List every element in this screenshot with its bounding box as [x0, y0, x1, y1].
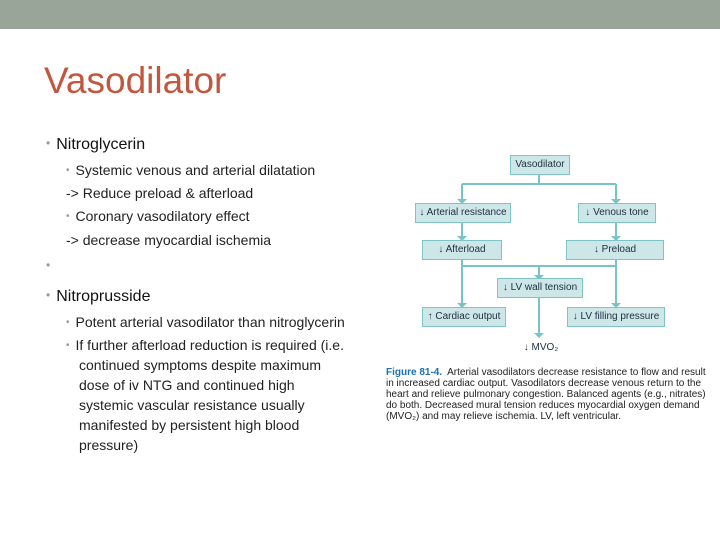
wrapped-line: pressure) — [79, 437, 139, 453]
box-afterload: ↓ Afterload — [422, 240, 502, 260]
box-venous-tone: ↓ Venous tone — [578, 203, 656, 223]
box-lv-wall-tension: ↓ LV wall tension — [497, 278, 583, 298]
box-arterial-resistance: ↓ Arterial resistance — [415, 203, 511, 223]
sub-bullet: • Potent arterial vasodilator than nitroglycerin — [66, 314, 345, 330]
continuation-line: -> decrease myocardial ischemia — [66, 232, 272, 248]
caption-text: Arterial vasodilators decrease resistance to flow and result in increased cardiac output. Vasodilators decrease venous return to the heart and relieve pulmonary congestion. Balanced agents (e.g., nitrates) do both. Decreased mural tension reduces myocardial oxygen demand (MVO₂) and may relieve ischemia. LV, left ventricular. — [386, 367, 706, 422]
bullet-icon: • — [66, 211, 70, 222]
wrapped-line: manifested by persistent high blood — [79, 417, 300, 433]
bullet-nitroglycerin: • Nitroglycerin — [46, 136, 146, 153]
bullet-icon: • — [66, 165, 70, 176]
bullet-icon: • — [66, 340, 70, 351]
box-cardiac-output: ↑ Cardiac output — [422, 307, 506, 327]
box-lv-filling-pressure: ↓ LV filling pressure — [567, 307, 665, 327]
label-mvo2: ↓ MVO₂ — [518, 338, 564, 358]
bullet-icon: • — [46, 258, 51, 272]
wrapped-line: continued symptoms despite maximum — [79, 357, 321, 373]
figure-number: Figure 81-4. — [386, 367, 443, 378]
slide-title: Vasodilator — [44, 60, 227, 101]
sub-bullet: • If further afterload reduction is required (i.e. — [66, 337, 344, 353]
figure-caption — [386, 367, 716, 422]
wrapped-line: dose of iv NTG and continued high — [79, 377, 295, 393]
bullet-icon: • — [46, 136, 51, 150]
sub-bullet: • Coronary vasodilatory effect — [66, 208, 250, 224]
wrapped-line: systemic vascular resistance usually — [79, 397, 305, 413]
bullet-icon: • — [46, 288, 51, 302]
box-vasodilator: Vasodilator — [510, 155, 570, 175]
box-preload: ↓ Preload — [566, 240, 664, 260]
sub-bullet: • Systemic venous and arterial dilatation — [66, 162, 316, 178]
continuation-line: -> Reduce preload & afterload — [66, 185, 254, 201]
bullet-nitroprusside: • Nitroprusside — [46, 288, 151, 305]
bullet-icon: • — [66, 317, 70, 328]
